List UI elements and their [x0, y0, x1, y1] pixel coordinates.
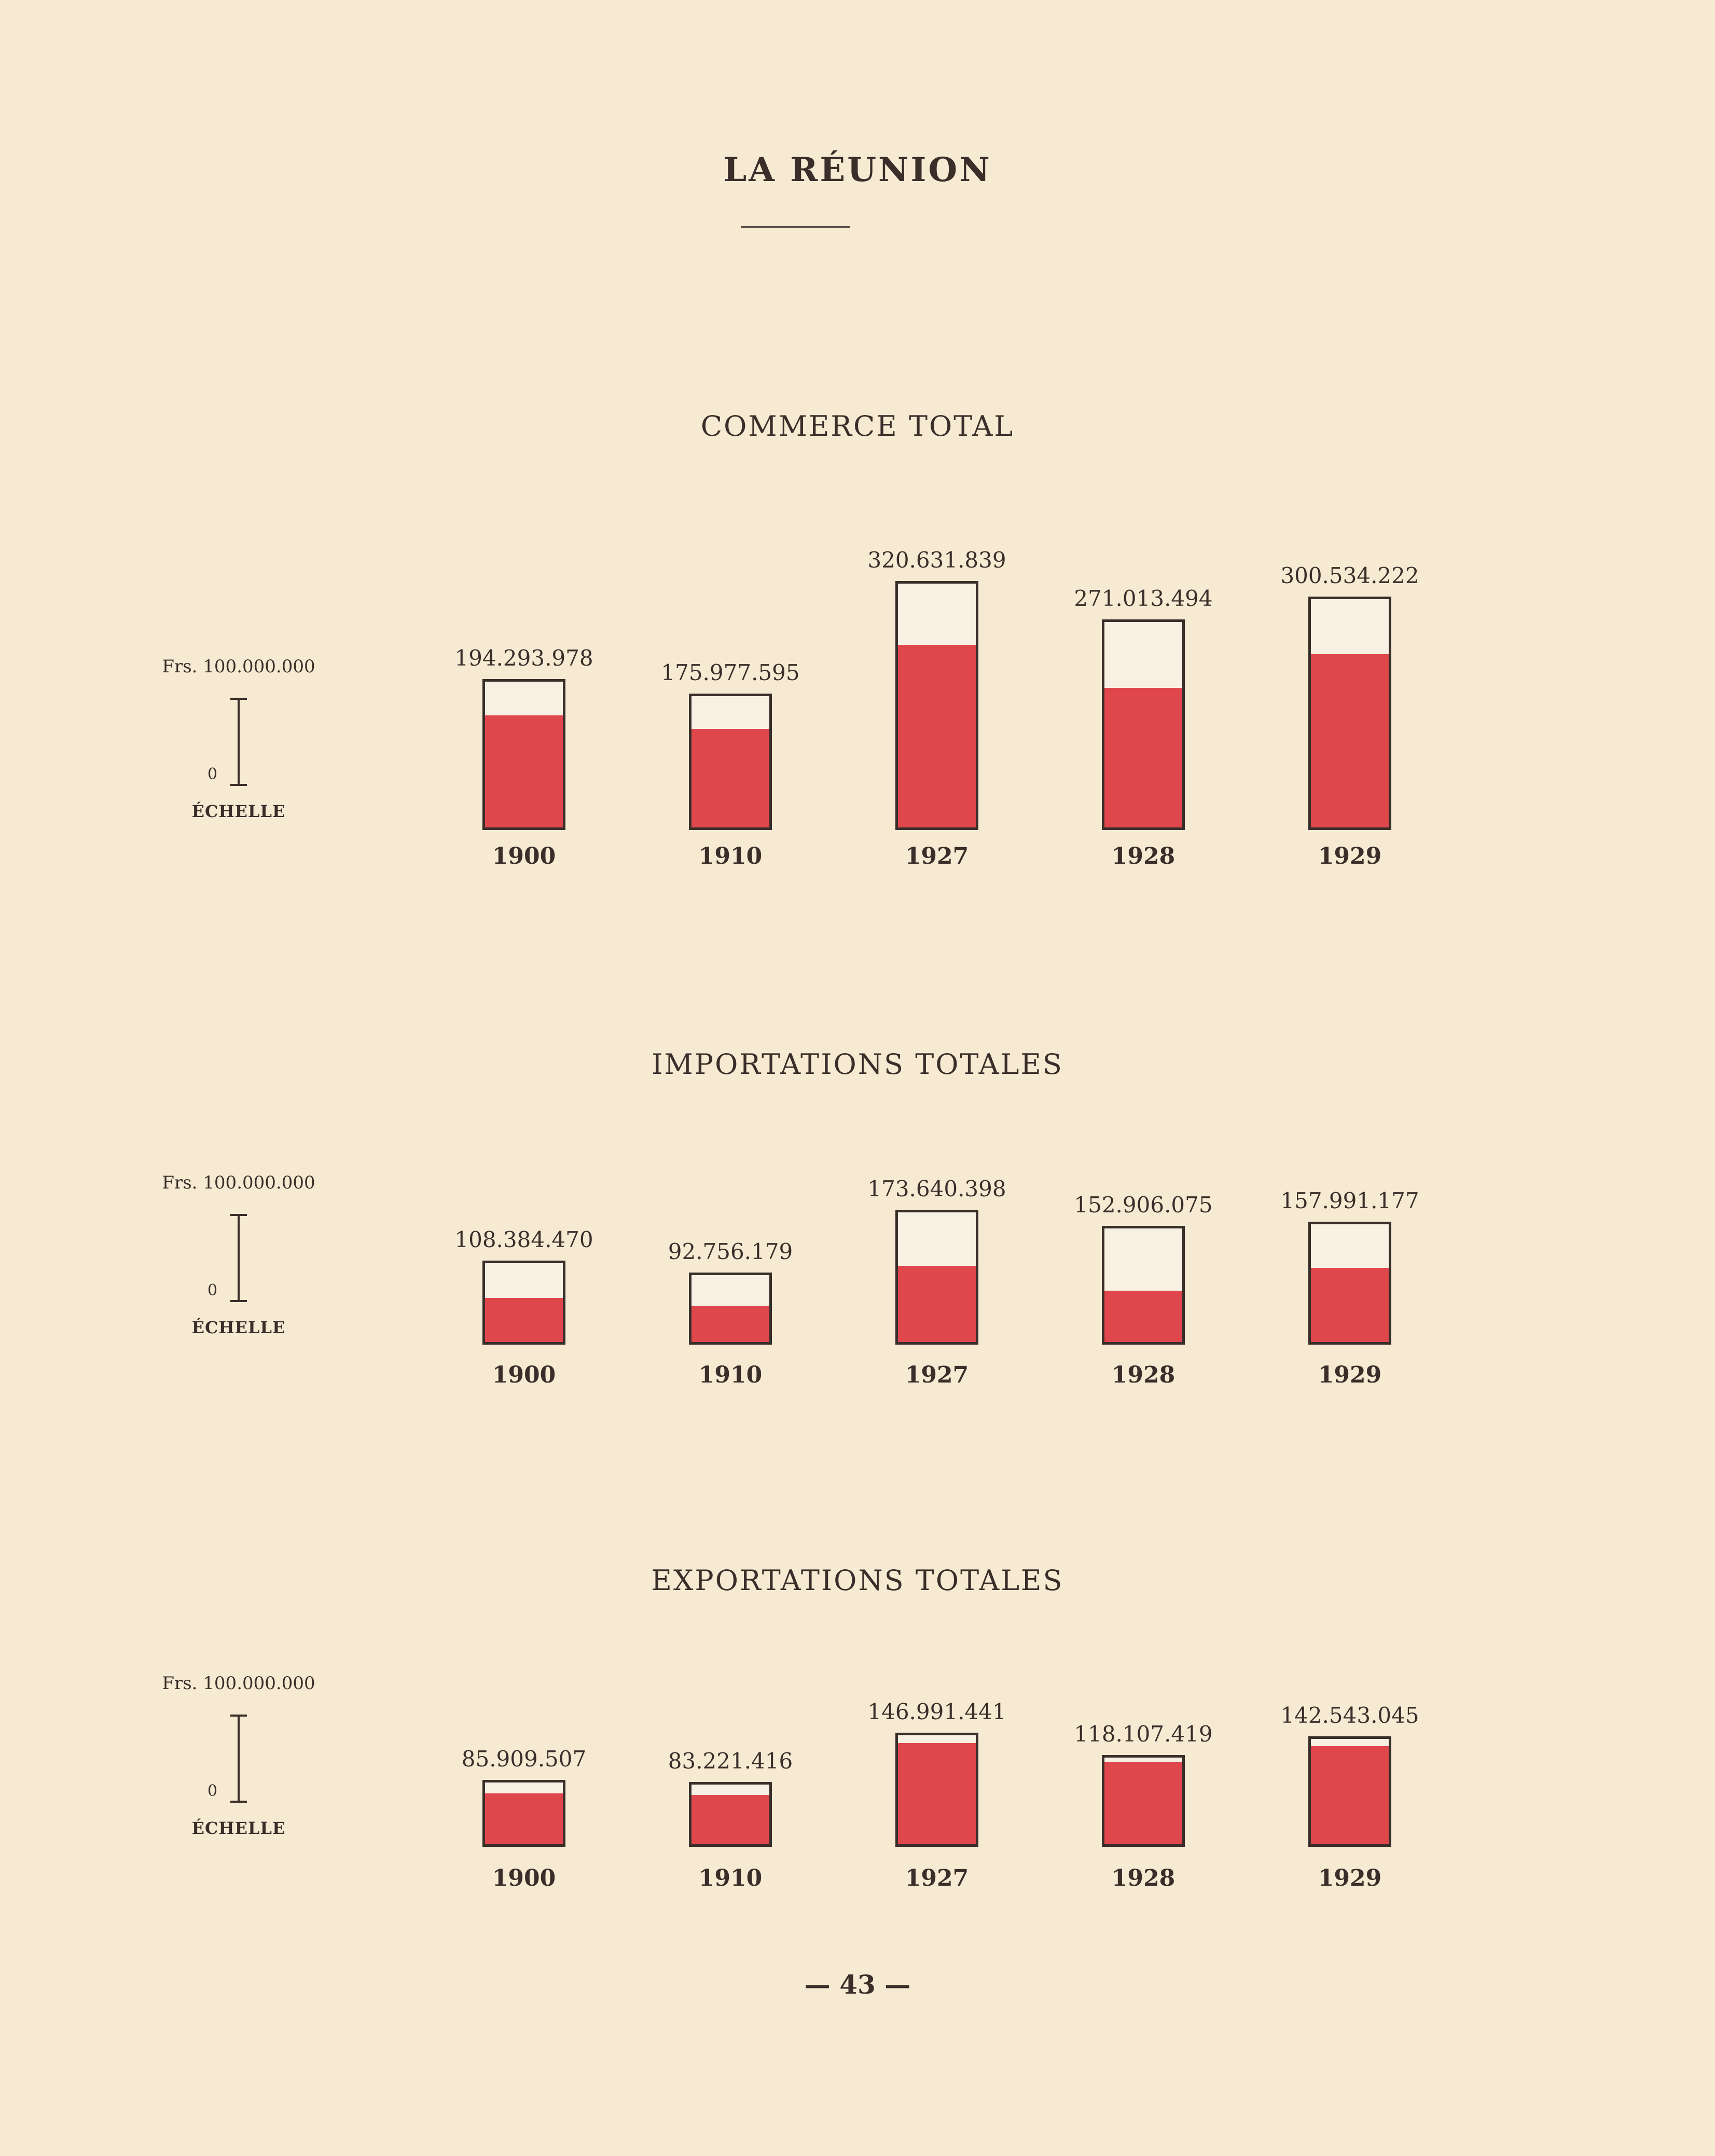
bar-year-label: 1929	[1318, 1362, 1382, 1388]
scale-unit-label: Frs. 100.000.000	[162, 1673, 315, 1694]
scale-cap-bottom	[230, 1801, 247, 1803]
bar-year-label: 1928	[1111, 1865, 1175, 1891]
bar-fill-1900	[485, 715, 563, 827]
bar-1928	[1102, 1755, 1185, 1847]
bar-value-label: 142.543.045	[1280, 1703, 1419, 1728]
bar-1910	[689, 1273, 772, 1345]
bar-fill-1927	[898, 645, 976, 828]
bar-1910	[689, 694, 772, 830]
scale-zero-label: 0	[208, 1281, 218, 1300]
bar-1929	[1308, 1222, 1391, 1345]
bar-1927	[895, 1733, 978, 1847]
bar-fill-1929	[1311, 1268, 1389, 1342]
bar-value-label: 300.534.222	[1280, 563, 1419, 588]
bar-year-label: 1928	[1111, 1362, 1175, 1388]
bar-fill-1910	[691, 1306, 769, 1342]
bar-fill-1900	[485, 1298, 563, 1342]
bar-fill-1927	[898, 1266, 976, 1343]
bar-1910	[689, 1782, 772, 1847]
bar-year-label: 1910	[698, 1865, 763, 1891]
chart-title: COMMERCE TOTAL	[700, 410, 1015, 443]
scale-cap-top	[230, 1214, 247, 1216]
bar-fill-1929	[1311, 1746, 1389, 1844]
bar-value-label: 118.107.419	[1074, 1721, 1213, 1747]
page-title: LA RÉUNION	[723, 150, 992, 189]
scale-zero-label: 0	[208, 765, 218, 783]
scale-unit-label: Frs. 100.000.000	[162, 656, 315, 677]
bar-value-label: 83.221.416	[668, 1748, 793, 1774]
bar-value-label: 194.293.978	[454, 645, 593, 671]
bar-fill-1910	[691, 729, 769, 827]
bar-year-label: 1910	[698, 1362, 763, 1388]
bar-year-label: 1900	[492, 1865, 556, 1891]
bar-year-label: 1910	[698, 843, 763, 869]
bar-1929	[1308, 1736, 1391, 1847]
bar-fill-1928	[1104, 1762, 1182, 1844]
bar-1928	[1102, 1226, 1185, 1345]
bar-1900	[482, 1780, 565, 1847]
bar-1929	[1308, 597, 1391, 830]
bar-year-label: 1928	[1111, 843, 1175, 869]
scale-bar	[238, 1715, 240, 1803]
bar-value-label: 271.013.494	[1074, 586, 1213, 611]
bar-fill-1928	[1104, 688, 1182, 827]
bar-1900	[482, 1261, 565, 1345]
bar-year-label: 1929	[1318, 843, 1382, 869]
scale-cap-bottom	[230, 1300, 247, 1302]
bar-year-label: 1927	[905, 1865, 969, 1891]
scale-caption: ÉCHELLE	[191, 1318, 286, 1337]
bar-year-label: 1927	[905, 843, 969, 869]
bar-fill-1900	[485, 1793, 563, 1844]
bar-fill-1928	[1104, 1291, 1182, 1342]
bar-1900	[482, 679, 565, 830]
scale-zero-label: 0	[208, 1782, 218, 1800]
bar-value-label: 146.991.441	[867, 1699, 1006, 1724]
page-number: — 43 —	[804, 1969, 911, 2000]
bar-1927	[895, 581, 978, 830]
scale-cap-top	[230, 1715, 247, 1717]
chart-title: EXPORTATIONS TOTALES	[651, 1564, 1064, 1597]
bar-fill-1910	[691, 1795, 769, 1844]
scale-cap-top	[230, 698, 247, 700]
scale-bar	[238, 698, 240, 786]
bar-value-label: 108.384.470	[454, 1227, 593, 1252]
bar-year-label: 1900	[492, 843, 556, 869]
bar-value-label: 175.977.595	[661, 660, 800, 685]
bar-1928	[1102, 619, 1185, 830]
bar-value-label: 157.991.177	[1280, 1188, 1419, 1213]
bar-value-label: 320.631.839	[867, 547, 1006, 573]
scale-unit-label: Frs. 100.000.000	[162, 1172, 315, 1193]
scale-bar	[238, 1214, 240, 1302]
bar-value-label: 152.906.075	[1074, 1192, 1213, 1218]
bar-year-label: 1929	[1318, 1865, 1382, 1891]
chart-title: IMPORTATIONS TOTALES	[652, 1048, 1063, 1081]
scale-caption: ÉCHELLE	[191, 1818, 286, 1838]
scale-caption: ÉCHELLE	[191, 801, 286, 821]
bar-year-label: 1927	[905, 1362, 969, 1388]
bar-value-label: 85.909.507	[461, 1746, 587, 1772]
bar-year-label: 1900	[492, 1362, 556, 1388]
bar-value-label: 92.756.179	[668, 1239, 793, 1264]
bar-fill-1929	[1311, 654, 1389, 827]
bar-1927	[895, 1210, 978, 1345]
bar-value-label: 173.640.398	[867, 1176, 1006, 1201]
bar-fill-1927	[898, 1743, 976, 1844]
title-rule	[741, 226, 850, 228]
scale-cap-bottom	[230, 784, 247, 786]
